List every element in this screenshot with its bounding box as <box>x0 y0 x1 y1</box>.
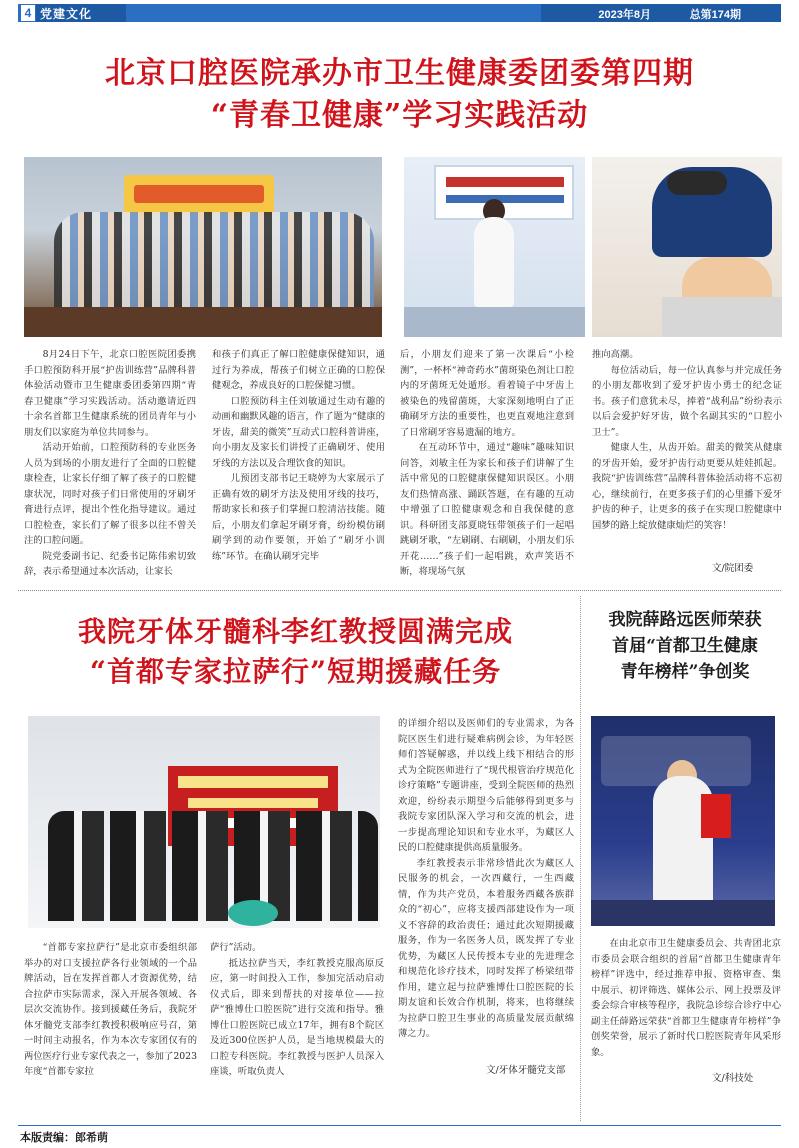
event-banner <box>124 175 274 215</box>
paragraph: 李红教授表示非常珍惜此次为藏区人民服务的机会，一次西藏行，一生西藏情，作为共产党员，本着服务西藏各族群众的“初心”，应将支援西部建设作为一项义不容辞的政治责任；通过此次短期援藏服务，作为一名医务人员，既发挥了专业优势，为藏区人民传授本专业的先进理念和规范化诊疗技术，同时发挥了桥梁纽带作用，建立起与拉萨雅博仕口腔医院的长期友谊和长效合作机制，将来，也将继续为拉萨口腔卫生事业的高质量发展贡献绵薄之力。 <box>398 857 574 1039</box>
welcome-group-photo <box>28 716 380 928</box>
children-group <box>54 212 374 322</box>
page-header-bar <box>18 4 781 22</box>
article2-title-line2: “首都专家拉萨行”短期援藏任务 <box>89 655 502 688</box>
paragraph: 后，小朋友们迎来了第一次课后“小检测”，一杯杯“神奇药水”菌斑染色剂让口腔内的牙菌斑无处遁形。看着镜子中牙齿上被染色的残留菌斑，大家深刻地明白了正确刷牙方法的重要性，也更直观地注意到了日常刷牙容易遗漏的地方。 <box>400 349 574 438</box>
award-photo <box>591 716 775 926</box>
paragraph: 在互动环节中，通过“趣味”趣味知识问答，刘敏主任为家长和孩子们讲解了生活中常见的口腔健康保健知识误区。小朋友们热情高涨、踊跃答题，在有趣的互动中增强了口腔健康观念和自我保健的意识。科研团支部夏晓钰带领孩子们一起唱跳刷牙歌，“左刷刷、右刷刷，小朋友们乐开花……”孩子们一起唱跳，欢声笑语不断，将现场气氛 <box>400 442 574 577</box>
paragraph: 抵达拉萨当天，李红教授克服高原反应，第一时间投入工作，参加完活动启动仪式后，即来到帮扶的对接单位——拉萨“雅博仕口腔医院”进行交流和指导。雅博仕口腔医院已成立17年，拥有8个院区及近300位医护人员，是当地规模最大的口腔专科医院。李红教授与医护人员深入座谈，听取负责人 <box>210 957 384 1077</box>
article1-column-2 <box>212 347 385 564</box>
delegation-group <box>48 811 378 921</box>
paragraph: “首都专家拉萨行”是北京市委组织部举办的对口支援拉萨各行业领域的一个品牌活动，旨在发挥首都人才资源优势，结合拉萨市实际需求，深入开展各领域、各层次交流协作。接到援藏任务后，我院牙体牙髓党支部李红教授积极响应号召，第一时间主动报名，作为本次专家团仅有的两位医疗行业专家代表之一，参加了2023年度“首都专家拉 <box>24 942 197 1077</box>
section-name: 党建文化 <box>40 7 93 21</box>
article1-title-line2: “青春卫健康”学习实践活动 <box>210 98 589 133</box>
paragraph: 每位活动后，每一位认真参与并完成任务的小朋友都收到了爱牙护齿小勇士的纪念证书。孩子们意犹未尽，捧着“战利品”纷纷表示以后会爱护好牙齿，做个名副其实的“口腔小卫士”。 <box>592 364 782 438</box>
paragraph: 萨行”活动。 <box>210 942 262 953</box>
paragraph: 的详细介绍以及医师们的专业需求，为各院区医生们进行疑难病例会诊，为年轻医师们答疑解惑，并以线上线下相结合的形式为全院医师进行了“现代根管治疗规范化诊疗策略”专题讲座，受到全院医师的热烈欢迎，纷纷表示期望今后能够得到更多与我院专家团队深入学习和交流的机会，进一步提高理论知识和专业水平，为藏区人民的口腔健康提供高质量服务。 <box>398 718 574 853</box>
event-group-photo <box>24 157 382 337</box>
dental-checkup-photo <box>592 157 782 337</box>
column-divider <box>580 596 581 1121</box>
article1-column-1 <box>24 347 196 580</box>
award-certificate <box>701 794 731 838</box>
paragraph: 活动开始前，口腔预防科的专业医务人员为到场的小朋友进行了全面的口腔健康检查，让家长仔细了解了孩子的口腔健康状况，同时对孩子们日常使用的牙刷牙膏进行点评，提出个性化指导建议。通过口腔检查，家长们了解了很多以往不曾关注的口腔问题。 <box>24 442 196 546</box>
article3-title-line3: 青年榜样”争创奖 <box>620 662 750 682</box>
article2-signature: 文/牙体牙髓党支部 <box>486 1065 566 1076</box>
article1-column-3 <box>400 347 574 580</box>
paragraph: 推向高潮。 <box>592 349 639 360</box>
article2-column-3 <box>398 716 574 1042</box>
article2-title-line1: 我院牙体牙髓科李红教授圆满完成 <box>77 615 513 648</box>
paragraph: 口腔预防科主任刘敏通过生动有趣的动画和幽默风趣的语言，作了题为“健康的牙齿，甜美的微笑”互动式口腔科普讲座，向小朋友及家长们讲授了正确刷牙、使用牙线的方法以及合理饮食的知识。 <box>212 395 385 469</box>
page-number: 4 <box>21 5 35 21</box>
footer-rule <box>18 1125 781 1126</box>
speaker-figure <box>474 217 514 307</box>
paragraph: 在由北京市卫生健康委员会、共青团北京市委员会联合组织的首届“首都卫生健康青年榜样”评选中，经过推荐申报、资格审查、集中展示、初评筛选、媒体公示、网上投票及评委会综合审核等程序，我院急诊综合诊疗中心副主任薛路远荣获“首都卫生健康青年榜样”争创奖荣誉，展示了新时代口腔医院青年风采形象。 <box>591 938 781 1058</box>
article3-title <box>585 607 785 685</box>
page-editor: 本版责编：郎希萌 <box>20 1132 108 1144</box>
article3-column <box>591 936 781 1060</box>
paragraph: 8月24日下午，北京口腔医院团委携手口腔预防科开展“护齿训练营”品牌科普体验活动暨市卫生健康委团委第四期“青春卫健康”学习实践活动。活动邀请近四十余名首都卫生健康系统的团员青年与小朋友们以家庭为单位共同参与。 <box>24 349 196 438</box>
article3-signature: 文/科技处 <box>712 1073 754 1084</box>
article2-column-2 <box>210 940 384 1080</box>
paragraph: 儿预团支部书记王晓婷为大家展示了正确有效的刷牙方法及使用牙线的技巧，帮助家长和孩子们掌握口腔清洁技能。随后，小朋友们拿起牙刷牙膏，纷纷模仿刷刷学到的动作要领，开始了“刷牙小训练”环节。在确认刷牙完毕 <box>212 473 385 562</box>
article1-title-line1: 北京口腔医院承办市卫生健康委团委第四期 <box>105 56 694 91</box>
lecture-photo <box>404 157 585 337</box>
section-divider <box>18 590 781 591</box>
paragraph: 和孩子们真正了解口腔健康保健知识，通过行为养成，帮孩子们树立正确的口腔保健观念，养成良好的口腔保健习惯。 <box>212 349 385 391</box>
article3-title-line2: 首届“首都卫生健康 <box>612 636 758 656</box>
paragraph: 健康人生，从齿开始。甜美的微笑从健康的牙齿开始，爱牙护齿行动更要从娃娃抓起。我院“护齿训练营”品牌科普体验活动将不忘初心，继续前行，在更多孩子们的心里播下爱牙护齿的种子，让更多的孩子在实现口腔健康中国梦的路上绽放健康灿烂的笑容！ <box>592 442 782 531</box>
article2-column-1 <box>24 940 197 1080</box>
article1-signature: 文/院团委 <box>712 563 754 574</box>
issue-tab <box>541 4 781 22</box>
paragraph: 院党委副书记、纪委书记陈伟索切致辞，表示希望通过本次活动，让家长 <box>24 550 196 577</box>
issue-date: 2023年8月 <box>598 9 651 21</box>
article3-title-line1: 我院薛路远医师荣获 <box>608 610 762 630</box>
article1-column-4 <box>592 347 782 533</box>
issue-number: 总第174期 <box>689 9 741 21</box>
